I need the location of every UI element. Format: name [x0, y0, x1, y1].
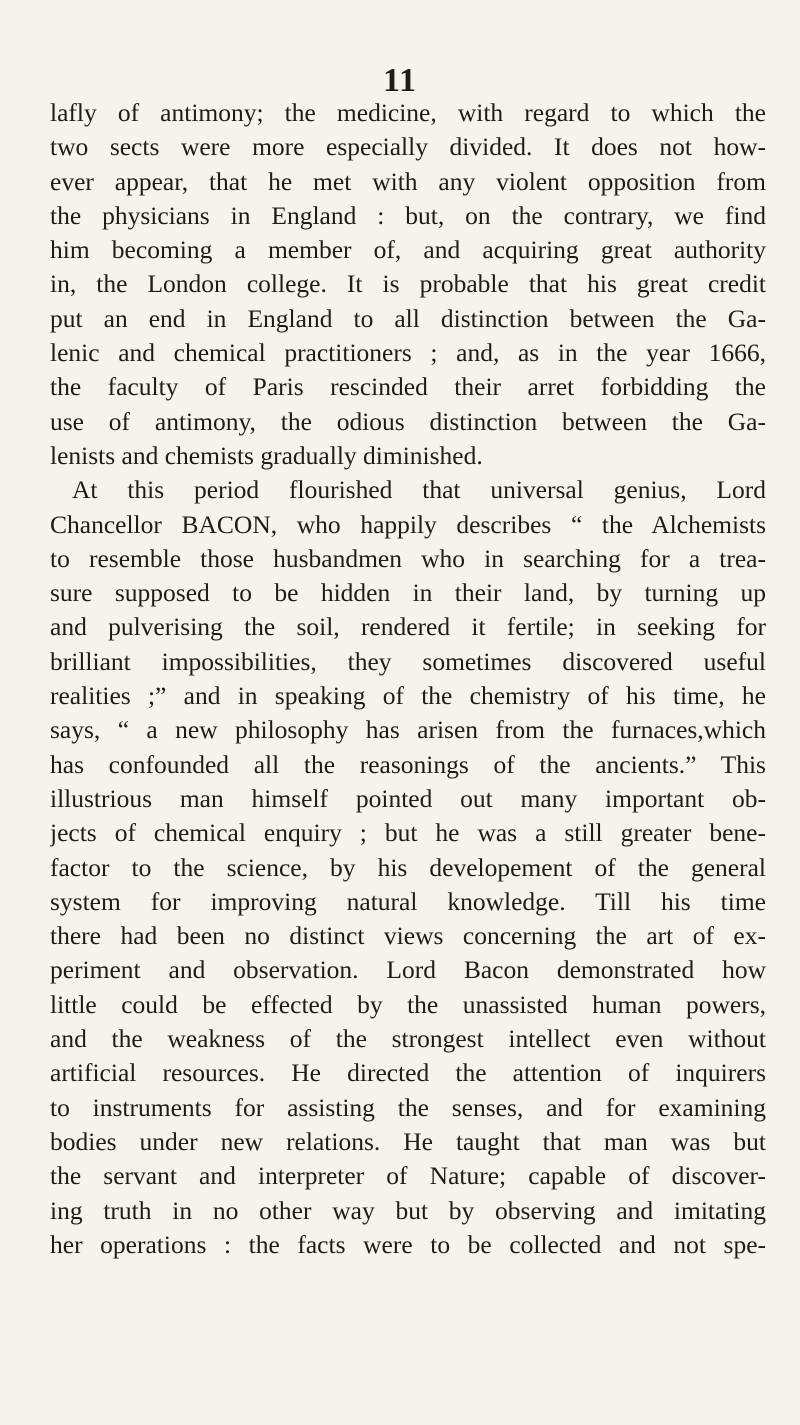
text-line: lenic and chemical practitioners ; and, as in the year 1666, [50, 338, 766, 368]
text-line: jects of chemical enquiry ; but he was a still greater bene- [50, 818, 766, 848]
text-line: Chancellor BACON, who happily describes “ the Alchemists [50, 509, 766, 539]
text-line: factor to the science, by his developement of the general [50, 852, 766, 882]
text-line: two sects were more especially divided. It does not how- [50, 132, 766, 162]
text-line: says, “ a new philosophy has arisen from the furnaces,which [50, 715, 766, 745]
page-number: 11 [382, 62, 418, 99]
text-line: At this period flourished that universal genius, Lord [72, 475, 766, 505]
text-line: lenists and chemists gradually diminished. [50, 440, 483, 470]
text-line: in, the London college. It is probable that his great credit [50, 269, 766, 299]
text-line: lafly of antimony; the medicine, with regard to which the [50, 98, 766, 127]
text-line: to resemble those husbandmen who in searching for a trea- [50, 543, 766, 573]
text-line: there had been no distinct views concerning the art of ex- [50, 921, 766, 951]
text-line: ing truth in no other way but by observing and imitating [50, 1195, 766, 1225]
text-line: little could be effected by the unassisted human powers, [50, 989, 766, 1019]
text-line: sure supposed to be hidden in their land, by turning up [50, 578, 766, 608]
text-line: use of antimony, the odious distinction between the Ga- [50, 406, 766, 436]
text-line: to instruments for assisting the senses, and for examining [50, 1092, 766, 1122]
text-line: bodies under new relations. He taught that man was but [50, 1126, 766, 1156]
text-line: put an end in England to all distinction between the Ga- [50, 303, 766, 333]
text-line: and the weakness of the strongest intellect even without [50, 1024, 766, 1054]
text-line: ever appear, that he met with any violent opposition from [50, 166, 766, 196]
text-line: him becoming a member of, and acquiring great authority [50, 235, 766, 265]
text-line: realities ;” and in speaking of the chemistry of his time, he [50, 681, 766, 711]
text-line: her operations : the facts were to be collected and not spe- [50, 1229, 766, 1259]
text-line: periment and observation. Lord Bacon demonstrated how [50, 955, 766, 985]
text-line: has confounded all the reasonings of the ancients.” This [50, 749, 766, 779]
text-line: the faculty of Paris rescinded their arret forbidding the [50, 372, 766, 402]
text-line: system for improving natural knowledge. Till his time [50, 886, 766, 916]
text-line: illustrious man himself pointed out many important ob- [50, 783, 766, 813]
text-line: artificial resources. He directed the attention of inquirers [50, 1058, 766, 1088]
body-text [50, 96, 766, 1262]
text-line: brilliant impossibilities, they sometimes discovered useful [50, 646, 766, 676]
text-line: and pulverising the soil, rendered it fertile; in seeking for [50, 612, 766, 642]
text-line: the servant and interpreter of Nature; capable of discover- [50, 1161, 766, 1191]
text-line: the physicians in England : but, on the contrary, we find [50, 200, 766, 230]
